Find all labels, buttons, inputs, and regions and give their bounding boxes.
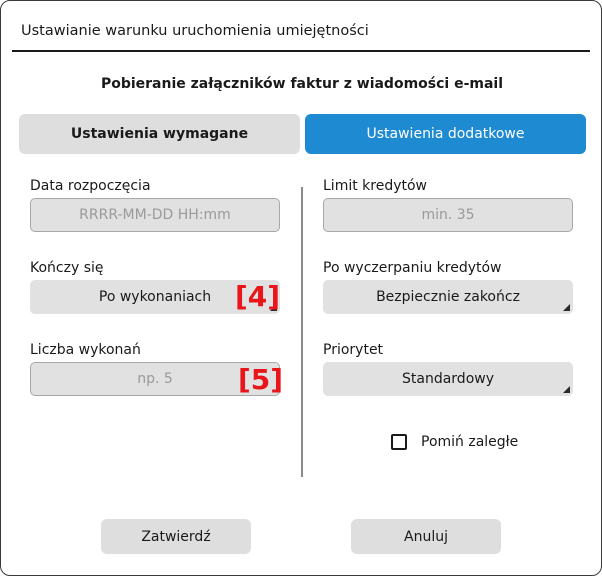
start-date-label: Data rozpoczęcia [30, 178, 151, 194]
dialog-title: Ustawianie warunku uruchomienia umiejętności [21, 23, 369, 39]
skip-overdue-checkbox[interactable] [391, 434, 407, 450]
skip-overdue-label[interactable]: Pomiń zaległe [421, 434, 519, 450]
dropdown-corner-icon [563, 304, 570, 311]
credit-limit-label: Limit kredytów [323, 178, 428, 194]
priority-label: Priorytet [323, 342, 384, 358]
confirm-button[interactable]: Zatwierdź [101, 519, 251, 554]
tab-additional-settings[interactable]: Ustawienia dodatkowe [305, 114, 586, 154]
after-credits-label: Po wyczerpaniu kredytów [323, 260, 502, 276]
ends-select-value: Po wykonaniach [98, 289, 212, 305]
annotation-marker-5: [5] [238, 363, 284, 396]
run-count-label: Liczba wykonań [30, 342, 141, 358]
after-credits-select-value: Bezpiecznie zakończ [376, 289, 520, 305]
after-credits-select[interactable] [323, 280, 573, 314]
priority-select-value: Standardowy [402, 371, 494, 387]
cancel-button[interactable]: Anuluj [351, 519, 501, 554]
skill-name: Pobieranie załączników faktur z wiadomości e-mail [100, 76, 504, 92]
start-date-input[interactable] [30, 198, 280, 232]
credit-limit-input[interactable] [323, 198, 573, 232]
dropdown-corner-icon [563, 386, 570, 393]
column-divider [301, 187, 303, 477]
ends-label: Kończy się [30, 260, 104, 276]
annotation-marker-4: [4] [235, 280, 281, 313]
title-divider [12, 50, 590, 52]
priority-select[interactable] [323, 362, 573, 396]
tab-required-settings[interactable]: Ustawienia wymagane [19, 114, 300, 154]
